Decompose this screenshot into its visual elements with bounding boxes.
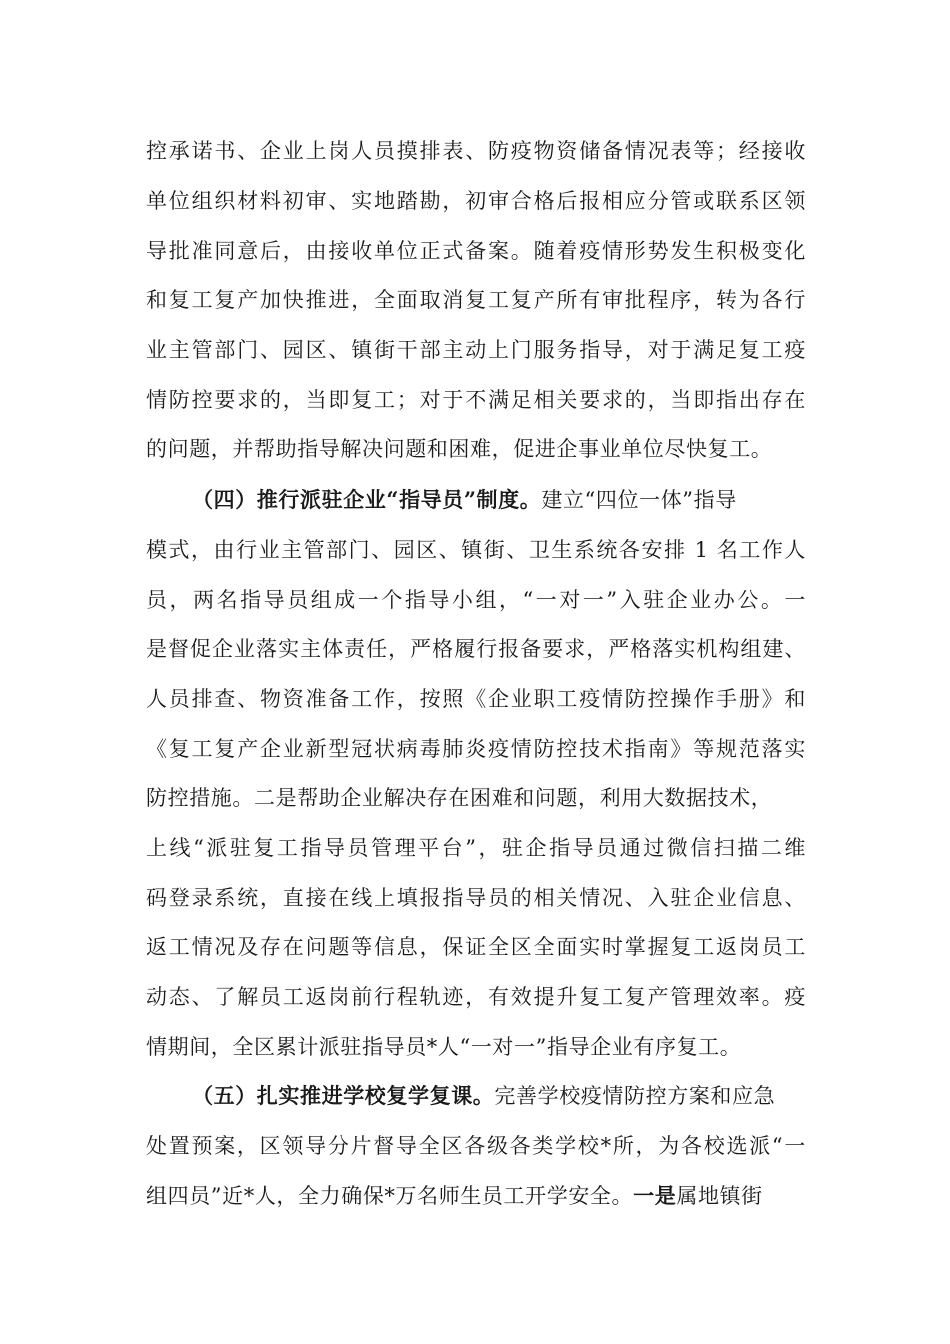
text-line: 是督促企业落实主体责任，严格履行报备要求，严格落实机构组建、 bbox=[146, 637, 806, 661]
text-line: 《复工复产企业新型冠状病毒肺炎疫情防控技术指南》等规范落实 bbox=[146, 737, 806, 761]
text-line: 和复工复产加快推进，全面取消复工复产所有审批程序，转为各行 bbox=[146, 288, 806, 312]
text-line: 动态、了解员工返岗前行程轨迹，有效提升复工复产管理效率。疫 bbox=[146, 985, 806, 1009]
text-line bbox=[146, 1181, 763, 1211]
section-heading: （五）扎实推进学校复学复课。 bbox=[192, 1083, 495, 1108]
text-run: 属地镇街 bbox=[676, 1184, 763, 1208]
paragraph-first-line bbox=[192, 1081, 806, 1111]
text-line: 处置预案，区领导分片督导全区各级各类学校*所，为各校选派“一 bbox=[146, 1134, 806, 1158]
text-line: 防控措施。二是帮助企业解决存在困难和问题，利用大数据技术， bbox=[146, 786, 773, 810]
text-line: 员，两名指导员组成一个指导小组，“一对一”入驻企业办公。一 bbox=[146, 588, 806, 612]
text-line: 情期间，全区累计派驻指导员*人“一对一”指导企业有序复工。 bbox=[146, 1035, 742, 1059]
text-run: 组四员”近*人，全力确保*万名师生员工开学安全。 bbox=[146, 1184, 634, 1208]
text-line: 情防控要求的，当即复工；对于不满足相关要求的，当即指出存在 bbox=[146, 388, 806, 412]
text-line: 返工情况及存在问题等信息，保证全区全面实时掌握复工返岗员工 bbox=[146, 935, 806, 959]
text-line: 的问题，并帮助指导解决问题和困难，促进企事业单位尽快复工。 bbox=[146, 437, 773, 461]
text-line: 单位组织材料初审、实地踏勘，初审合格后报相应分管或联系区领 bbox=[146, 189, 806, 213]
section-heading: （四）推行派驻企业“指导员”制度。 bbox=[192, 487, 542, 512]
text-line: 导批准同意后，由接收单位正式备案。随着疫情形势发生积极变化 bbox=[146, 239, 806, 263]
text-line: 控承诺书、企业上岗人员摸排表、防疫物资储备情况表等；经接收 bbox=[146, 139, 806, 163]
text-run: 完善学校疫情防控方案和应急 bbox=[494, 1084, 776, 1108]
text-line: 业主管部门、园区、镇街干部主动上门服务指导，对于满足复工疫 bbox=[146, 338, 806, 362]
text-line: 上线“派驻复工指导员管理平台”，驻企指导员通过微信扫描二维 bbox=[146, 836, 806, 860]
text-run: 建立“四位一体”指导 bbox=[541, 488, 737, 512]
text-line: 模式，由行业主管部门、园区、镇街、卫生系统各安排 1 名工作人 bbox=[146, 538, 806, 562]
text-line: 码登录系统，直接在线上填报指导员的相关情况、入驻企业信息、 bbox=[146, 886, 806, 910]
text-line: 人员排查、物资准备工作，按照《企业职工疫情防控操作手册》和 bbox=[146, 687, 806, 711]
emphasis-run: 一是 bbox=[633, 1183, 677, 1208]
paragraph-first-line bbox=[192, 485, 806, 515]
